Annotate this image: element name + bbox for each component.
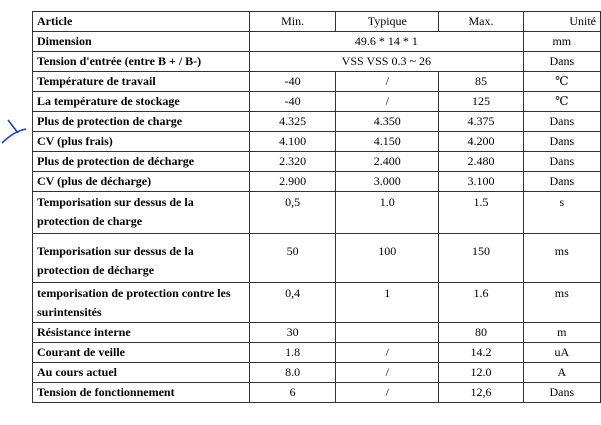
cell-typ: 4.150	[336, 132, 439, 152]
cell-max: 12.0	[439, 363, 523, 383]
row-label: La température de stockage	[33, 92, 250, 112]
cell-max: 80	[439, 323, 523, 343]
table-row	[33, 52, 601, 72]
table-row	[33, 192, 601, 234]
cell-unit: ℃	[523, 72, 600, 92]
cell-max: 3.100	[439, 172, 523, 192]
table-row	[33, 32, 601, 52]
row-label: Plus de protection de charge	[33, 112, 250, 132]
header-row	[33, 12, 601, 32]
table-row	[33, 172, 601, 192]
cell-typ: 3.000	[336, 172, 439, 192]
row-label: temporisation de protection contre les surintensités	[33, 283, 250, 323]
cell-typ: /	[336, 92, 439, 112]
cell-unit: Dans	[523, 152, 600, 172]
cell-min: 50	[250, 234, 336, 283]
handwritten-cross-mark	[0, 117, 30, 147]
cell-min: 4.325	[250, 112, 336, 132]
row-label: Plus de protection de décharge	[33, 152, 250, 172]
cell-max: 4.200	[439, 132, 523, 152]
cell-unit: m	[523, 323, 600, 343]
table-row	[33, 343, 601, 363]
cell-unit: Dans	[523, 132, 600, 152]
header-max: Max.	[439, 12, 523, 32]
cell-min: 8.0	[250, 363, 336, 383]
cell-min: 4.100	[250, 132, 336, 152]
row-label: Dimension	[33, 32, 250, 52]
table-row	[33, 152, 601, 172]
header-min: Min.	[250, 12, 336, 32]
cell-typ: /	[336, 343, 439, 363]
cell-unit: A	[523, 363, 600, 383]
cell-max: 85	[439, 72, 523, 92]
table-row	[33, 363, 601, 383]
cell-unit: Dans	[523, 383, 600, 403]
cell-min: -40	[250, 72, 336, 92]
row-label: Temporisation sur dessus de la protection de charge	[33, 192, 250, 234]
cell-max: 150	[439, 234, 523, 283]
cell-unit: s	[523, 192, 600, 234]
table-row	[33, 234, 601, 283]
cell-min: -40	[250, 92, 336, 112]
row-label: Tension d'entrée (entre B + / B-)	[33, 52, 250, 72]
row-label: Au cours actuel	[33, 363, 250, 383]
header-typ: Typique	[336, 12, 439, 32]
cell-typ: /	[336, 363, 439, 383]
cell-merged: VSS VSS 0.3 ~ 26	[250, 52, 524, 72]
cell-unit: ℃	[523, 92, 600, 112]
header-article: Article	[33, 12, 250, 32]
cell-min: 1.8	[250, 343, 336, 363]
cell-min: 6	[250, 383, 336, 403]
cell-min: 2.320	[250, 152, 336, 172]
cell-unit: mm	[523, 32, 600, 52]
table-row	[33, 323, 601, 343]
row-label: Temporisation sur dessus de la protection de décharge	[33, 234, 250, 283]
cell-max: 1.5	[439, 192, 523, 234]
table-row	[33, 283, 601, 323]
table-row	[33, 72, 601, 92]
cell-unit: uA	[523, 343, 600, 363]
cell-min: 0,5	[250, 192, 336, 234]
cell-max: 4.375	[439, 112, 523, 132]
cell-max: 125	[439, 92, 523, 112]
row-label: Résistance interne	[33, 323, 250, 343]
cell-unit: Dans	[523, 112, 600, 132]
table-row	[33, 383, 601, 403]
cell-max: 14.2	[439, 343, 523, 363]
table-row	[33, 92, 601, 112]
cell-max: 2.480	[439, 152, 523, 172]
table-row	[33, 132, 601, 152]
cell-unit: Dans	[523, 172, 600, 192]
cell-typ: 4.350	[336, 112, 439, 132]
cell-min: 2.900	[250, 172, 336, 192]
cell-min: 0,4	[250, 283, 336, 323]
cell-min: 30	[250, 323, 336, 343]
row-label: Tension de fonctionnement	[33, 383, 250, 403]
cell-unit: ms	[523, 234, 600, 283]
cell-typ: /	[336, 383, 439, 403]
cell-max: 1.6	[439, 283, 523, 323]
row-label: CV (plus de décharge)	[33, 172, 250, 192]
cell-typ: 1	[336, 283, 439, 323]
cell-max: 12,6	[439, 383, 523, 403]
table-row	[33, 112, 601, 132]
cell-merged: 49.6 * 14 * 1	[250, 32, 524, 52]
cell-typ: 100	[336, 234, 439, 283]
row-label: CV (plus frais)	[33, 132, 250, 152]
cell-typ: 1.0	[336, 192, 439, 234]
header-unit: Unité	[523, 12, 600, 32]
cell-unit: ms	[523, 283, 600, 323]
cell-typ: 2.400	[336, 152, 439, 172]
cell-unit: Dans	[523, 52, 600, 72]
spec-table	[32, 11, 601, 403]
cell-typ	[336, 323, 439, 343]
cell-typ: /	[336, 72, 439, 92]
row-label: Température de travail	[33, 72, 250, 92]
row-label: Courant de veille	[33, 343, 250, 363]
